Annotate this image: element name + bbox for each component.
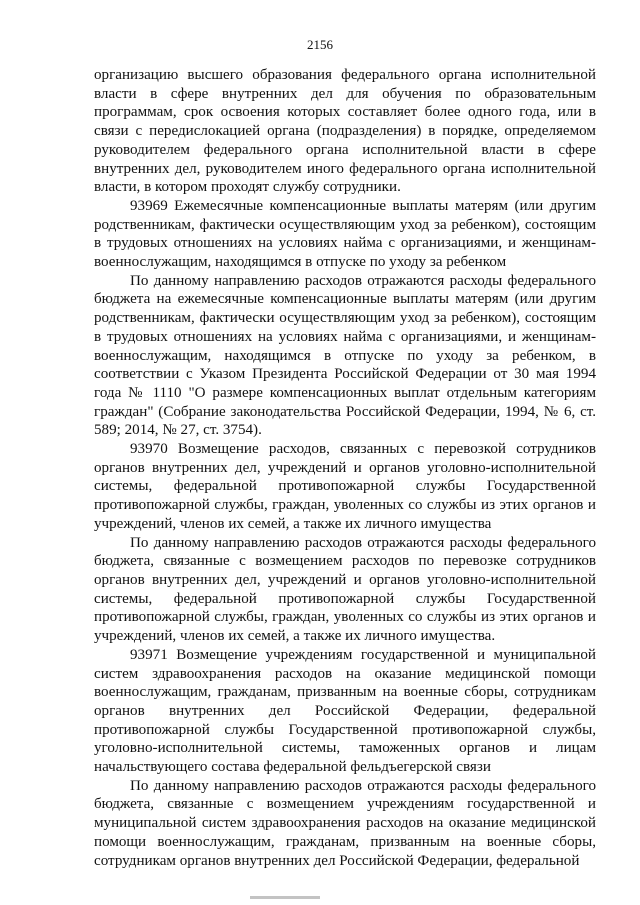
scan-artifact [250, 896, 320, 899]
heading-93969: 93969 Ежемесячные компенсационные выплаты матерям (или другим родственникам, фактически осуществляющим уход за ребенком), состоящим в трудовых отношениях на условиях найма с организациями, и женщинам-военнослужащим, находящимся в отпуске по уходу за ребенком [94, 197, 596, 271]
paragraph-continuation: организацию высшего образования федерального органа исполнительной власти в сфере внутренних дел для обучения по образовательным программам, срок освоения которых составляет более одного года, или в связи с передислокацией органа (подразделения) в порядке, определяемом руководителем федерального органа исполнительной власти в сфере внутренних дел, руководителем иного федерального органа исполнительной власти, в котором проходят службу сотрудники. [94, 67, 596, 196]
paragraph-93969-description: По данному направлению расходов отражаются расходы федерального бюджета на ежемесячные компенсационные выплаты матерям (или другим родственникам, фактически осуществляющим уход за ребенком), состоящим в трудовых отношениях на условиях найма с организациями, и женщинам-военнослужащим, находящимся в отпуске по уходу за ребенком, в соответствии с Указом Президента Российской Федерации от 30 мая 1994 года № 1110 "О размере компенсационных выплат отдельным категориям граждан" (Собрание законодательства Российской Федерации, 1994, № 6, ст. 589; 2014, № 27, ст. 3754). [94, 272, 596, 439]
paragraph-93971-description: По данному направлению расходов отражаются расходы федерального бюджета, связанные с возмещением учреждениям государственной и муниципальной систем здравоохранения расходов на оказание медицинской помощи военнослужащим, гражданам, призванным на военные сборы, сотрудникам органов внутренних дел Российской Федерации, федеральной [94, 777, 596, 869]
page-number: 2156 [307, 37, 333, 52]
heading-93971: 93971 Возмещение учреждениям государственной и муниципальной систем здравоохранения расходов на оказание медицинской помощи военнослужащим, гражданам, призванным на военные сборы, сотрудникам органов внутренних дел Российской Федерации, федеральной противопожарной службы Государственной противопожарной службы, уголовно-исполнительной системы, таможенных органов и лицам начальствующего состава федеральной фельдъегерской связи [94, 646, 596, 776]
paragraph-93970-description: По данному направлению расходов отражаются расходы федерального бюджета, связанные с возмещением расходов по перевозке сотрудников органов внутренних дел, учреждений и органов уголовно-исполнительной системы, федеральной противопожарной службы Государственной противопожарной службы, граждан, уволенных со службы из этих органов и учреждений, членов их семей, а также их личного имущества. [94, 534, 596, 645]
document-body [94, 66, 596, 870]
heading-93970: 93970 Возмещение расходов, связанных с перевозкой сотрудников органов внутренних дел, учреждений и органов уголовно-исполнительной системы, федеральной противопожарной службы Государственной противопожарной службы, граждан, уволенных со службы из этих органов и учреждений, членов их семей, а также их личного имущества [94, 441, 596, 532]
